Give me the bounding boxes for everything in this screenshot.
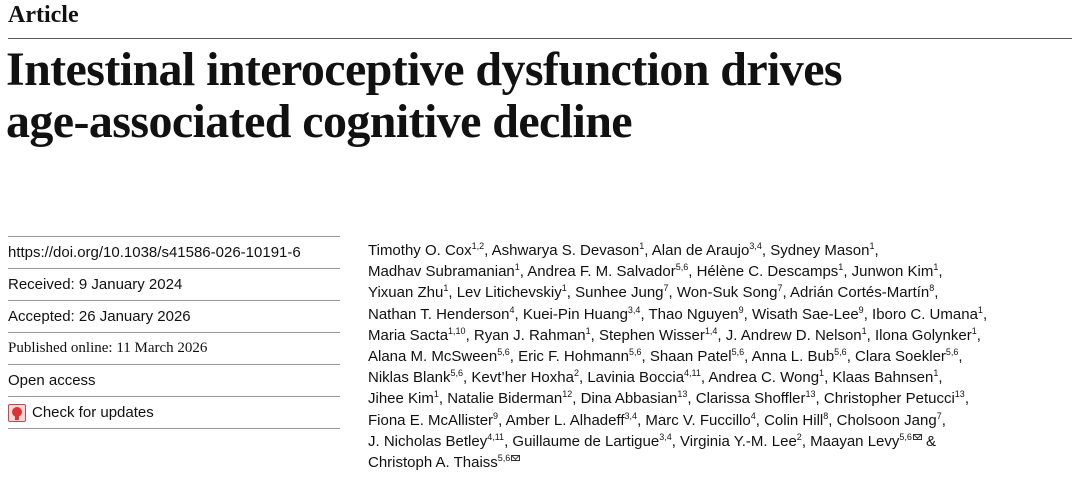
author-name[interactable]: Sunhee Jung bbox=[575, 284, 664, 302]
author-affiliation: 13 bbox=[677, 389, 688, 400]
corresponding-author-mail-icon[interactable] bbox=[913, 434, 922, 440]
author-separator: , bbox=[687, 390, 696, 408]
author-affiliation: 1 bbox=[639, 241, 645, 251]
author-separator: , bbox=[755, 411, 765, 429]
author-affiliation: 1 bbox=[869, 241, 875, 251]
author-separator: , bbox=[801, 432, 811, 450]
author-affiliation: 13 bbox=[805, 389, 816, 400]
author-name[interactable]: Clarissa Shoffler bbox=[695, 390, 806, 408]
published-date: Published online: 11 March 2026 bbox=[8, 332, 340, 364]
article-type-label: Article bbox=[8, 2, 79, 28]
author-affiliation: 5,6 bbox=[450, 368, 464, 379]
author-affiliation: 1 bbox=[514, 262, 520, 273]
author-affiliation: 4 bbox=[509, 304, 515, 315]
author-name[interactable]: Ryan J. Rahman bbox=[473, 326, 586, 344]
author-name[interactable]: Jihee Kim bbox=[368, 390, 434, 408]
author-name[interactable]: Alan de Araujo bbox=[651, 242, 750, 259]
author-name[interactable]: Sydney Mason bbox=[770, 242, 870, 259]
author-name[interactable]: Iboro C. Umana bbox=[872, 305, 978, 323]
author-affiliation: 1 bbox=[933, 262, 939, 273]
author-separator: , bbox=[874, 242, 879, 259]
author-line bbox=[368, 304, 1073, 325]
author-name[interactable]: Maria Sacta bbox=[368, 326, 449, 344]
author-affiliation: 1,4 bbox=[704, 325, 718, 336]
author-separator: , bbox=[668, 284, 677, 302]
author-separator: , bbox=[815, 390, 824, 408]
author-name[interactable]: Cholsoon Jang bbox=[836, 411, 937, 429]
author-name[interactable]: Clara Soekler bbox=[855, 348, 946, 366]
author-affiliation: 1 bbox=[838, 262, 844, 273]
author-name[interactable]: Christopher Petucci bbox=[823, 390, 955, 408]
author-name[interactable]: Eric F. Hohmann bbox=[518, 348, 629, 366]
author-name[interactable]: Lavinia Boccia bbox=[587, 369, 685, 387]
author-affiliation: 9 bbox=[493, 410, 499, 421]
author-line bbox=[368, 452, 1073, 473]
author-affiliation: 8 bbox=[929, 283, 935, 294]
doi-link[interactable]: https://doi.org/10.1038/s41586-026-10191-6 bbox=[8, 236, 340, 268]
author-separator: , bbox=[964, 390, 969, 408]
author-affiliation: 5,6 bbox=[834, 347, 847, 358]
author-affiliation: 1 bbox=[433, 389, 439, 400]
author-separator: , bbox=[976, 326, 981, 344]
author-name[interactable]: Adrián Cortés-Martín bbox=[790, 284, 930, 302]
check-for-updates-link[interactable] bbox=[8, 396, 340, 429]
check-for-updates-label: Check for updates bbox=[32, 404, 154, 421]
author-affiliation: 13 bbox=[954, 389, 965, 400]
author-name[interactable]: Kevt’her Hoxha bbox=[471, 369, 574, 387]
author-separator: , bbox=[572, 390, 581, 408]
author-affiliation: 3,4 bbox=[659, 431, 672, 442]
author-separator: , bbox=[504, 432, 513, 450]
author-separator: , bbox=[828, 411, 837, 429]
author-line bbox=[368, 325, 1073, 346]
author-affiliation: 5,6 bbox=[497, 347, 510, 358]
author-separator: , bbox=[438, 390, 448, 408]
author-line bbox=[368, 431, 1073, 452]
author-affiliation: 12 bbox=[562, 389, 573, 400]
author-separator: , bbox=[958, 348, 963, 366]
check-for-updates-icon bbox=[8, 404, 26, 422]
author-affiliation: 1 bbox=[933, 368, 939, 379]
author-name[interactable]: Yixuan Zhu bbox=[368, 284, 444, 302]
author-separator: , bbox=[700, 369, 709, 387]
author-name[interactable]: Ashwarya S. Devason bbox=[491, 242, 640, 259]
author-separator: , bbox=[743, 305, 752, 323]
author-separator: , bbox=[498, 411, 506, 429]
author-affiliation: 7 bbox=[777, 283, 783, 294]
author-separator: , bbox=[637, 411, 646, 429]
author-name[interactable]: J. Nicholas Betley bbox=[368, 432, 488, 450]
author-separator: , bbox=[644, 242, 652, 259]
author-name[interactable]: Kuei-Pin Huang bbox=[522, 305, 628, 323]
author-line bbox=[368, 282, 1073, 303]
author-separator: , bbox=[640, 305, 649, 323]
author-separator: , bbox=[824, 369, 833, 387]
author-affiliation: 5,6 bbox=[731, 347, 745, 358]
author-line bbox=[368, 240, 1073, 261]
author-affiliation: 5,6 bbox=[899, 431, 912, 442]
author-name[interactable]: Niklas Blank bbox=[368, 369, 451, 387]
author-name[interactable]: Dina Abbasian bbox=[580, 390, 678, 408]
author-separator: , bbox=[866, 326, 876, 344]
author-name[interactable]: Andrea F. M. Salvador bbox=[527, 263, 676, 281]
author-separator: , bbox=[843, 263, 852, 281]
author-affiliation: 1 bbox=[977, 304, 983, 315]
author-name[interactable]: Amber L. Alhadeff bbox=[505, 411, 625, 429]
author-affiliation: 1 bbox=[819, 368, 825, 379]
author-separator: , bbox=[938, 263, 943, 281]
author-name[interactable]: Maayan Levy bbox=[810, 432, 900, 450]
author-affiliation: 4,11 bbox=[684, 368, 701, 379]
author-name[interactable]: Lev Litichevskiy bbox=[456, 284, 562, 302]
author-affiliation: 9 bbox=[738, 304, 744, 315]
author-separator: , bbox=[448, 284, 457, 302]
author-affiliation: 9 bbox=[858, 304, 864, 315]
author-separator: , bbox=[934, 284, 939, 302]
author-line bbox=[368, 388, 1073, 409]
accepted-date: Accepted: 26 January 2026 bbox=[8, 300, 340, 332]
author-affiliation: 5,6 bbox=[945, 347, 959, 358]
author-name[interactable]: Virginia Y.-M. Lee bbox=[680, 432, 797, 450]
author-affiliation: 7 bbox=[936, 410, 942, 421]
author-name[interactable]: Madhav Subramanian bbox=[368, 263, 515, 281]
author-affiliation: 2 bbox=[796, 431, 802, 442]
author-separator: , bbox=[863, 305, 873, 323]
author-separator: , bbox=[846, 348, 856, 366]
author-separator: , bbox=[484, 242, 492, 259]
author-name[interactable]: Ilona Golynker bbox=[875, 326, 972, 344]
author-line bbox=[368, 346, 1073, 367]
author-name[interactable]: Andrea C. Wong bbox=[708, 369, 820, 387]
author-name[interactable]: Timothy O. Cox bbox=[368, 242, 472, 259]
author-separator: , bbox=[566, 284, 576, 302]
author-separator: , bbox=[688, 263, 697, 281]
author-separator: , bbox=[514, 305, 523, 323]
author-name[interactable]: Shaan Patel bbox=[649, 348, 732, 366]
author-name[interactable]: Natalie Biderman bbox=[447, 390, 563, 408]
author-separator: , bbox=[641, 348, 650, 366]
author-name[interactable]: Wisath Sae-Lee bbox=[751, 305, 859, 323]
author-separator: , bbox=[761, 242, 771, 259]
author-separator: , bbox=[744, 348, 752, 366]
author-name[interactable]: Alana M. McSween bbox=[368, 348, 498, 366]
author-affiliation: 1,10 bbox=[448, 325, 466, 336]
author-line bbox=[368, 367, 1073, 388]
author-affiliation: 1,2 bbox=[471, 241, 485, 251]
corresponding-author-mail-icon[interactable] bbox=[511, 455, 520, 461]
author-affiliation: 1 bbox=[971, 325, 977, 336]
author-name[interactable]: Christoph A. Thaiss bbox=[368, 454, 498, 472]
title-line-1: Intestinal interoceptive dysfunction drives bbox=[6, 43, 842, 96]
author-separator: , bbox=[519, 263, 528, 281]
author-name[interactable]: Stephen Wisser bbox=[599, 326, 705, 344]
author-affiliation: 1 bbox=[561, 283, 567, 294]
title-line-2: age-associated cognitive decline bbox=[6, 95, 633, 148]
author-name[interactable]: Guillaume de Lartigue bbox=[512, 432, 660, 450]
author-affiliation: 5,6 bbox=[675, 262, 689, 273]
author-affiliation: 3,4 bbox=[749, 241, 762, 251]
author-separator: , bbox=[463, 369, 472, 387]
author-name[interactable]: Fiona E. McAllister bbox=[368, 411, 494, 429]
author-name[interactable]: Anna L. Bub bbox=[751, 348, 835, 366]
author-separator: , bbox=[938, 369, 943, 387]
author-line bbox=[368, 410, 1073, 431]
author-name[interactable]: J. Andrew D. Nelson bbox=[725, 326, 862, 344]
author-separator: , bbox=[578, 369, 588, 387]
author-separator: , bbox=[590, 326, 599, 344]
author-separator: , bbox=[982, 305, 988, 323]
author-separator: , bbox=[509, 348, 519, 366]
author-separator: , bbox=[671, 432, 681, 450]
author-name[interactable]: Klaas Bahnsen bbox=[832, 369, 934, 387]
article-title bbox=[6, 44, 1076, 148]
author-line bbox=[368, 261, 1073, 282]
author-name[interactable]: Won-Suk Song bbox=[676, 284, 778, 302]
author-affiliation: 5,6 bbox=[497, 453, 511, 464]
author-affiliation: 4,11 bbox=[487, 431, 505, 442]
author-affiliation: 5,6 bbox=[628, 347, 642, 358]
author-affiliation: 1 bbox=[443, 283, 449, 294]
author-separator: & bbox=[921, 432, 937, 450]
author-name[interactable]: Colin Hill bbox=[764, 411, 824, 429]
header-divider bbox=[8, 38, 1072, 39]
author-name[interactable]: Thao Nguyen bbox=[648, 305, 739, 323]
received-date: Received: 9 January 2024 bbox=[8, 268, 340, 300]
author-affiliation: 2 bbox=[573, 368, 579, 379]
article-metadata bbox=[8, 236, 340, 429]
author-affiliation: 1 bbox=[861, 325, 867, 336]
author-name[interactable]: Nathan T. Henderson bbox=[368, 305, 510, 323]
author-affiliation: 3,4 bbox=[624, 410, 638, 421]
author-name[interactable]: Hélène C. Descamps bbox=[696, 263, 839, 281]
author-name[interactable]: Marc V. Fuccillo bbox=[645, 411, 751, 429]
author-name[interactable]: Junwon Kim bbox=[851, 263, 934, 281]
author-list bbox=[368, 240, 1073, 473]
author-separator: , bbox=[782, 284, 791, 302]
author-affiliation: 8 bbox=[823, 410, 829, 421]
author-affiliation: 7 bbox=[663, 283, 669, 294]
author-separator: , bbox=[717, 326, 726, 344]
author-separator: , bbox=[465, 326, 474, 344]
author-separator: , bbox=[941, 411, 946, 429]
author-affiliation: 3,4 bbox=[627, 304, 641, 315]
author-affiliation: 4 bbox=[750, 410, 756, 421]
author-affiliation: 1 bbox=[585, 325, 591, 336]
open-access-label: Open access bbox=[8, 364, 340, 396]
